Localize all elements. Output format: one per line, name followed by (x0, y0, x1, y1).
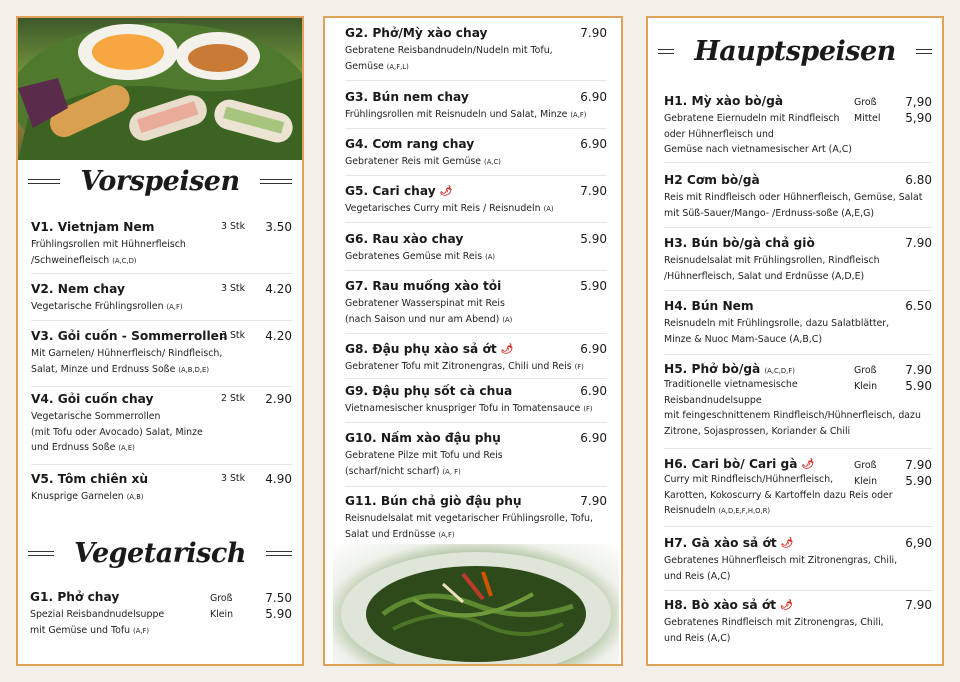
item-description: Gebratenes Gemüse mit Reis (A) (345, 251, 496, 262)
item-price: 5.90 (580, 232, 607, 246)
menu-item-h7 (664, 536, 932, 584)
separator (345, 422, 607, 423)
menu-item-g9 (345, 384, 607, 418)
item-name: H8. Bò xào sả ớt 🌶 (664, 598, 793, 612)
separator (664, 354, 932, 355)
menu-item-v4 (31, 392, 292, 457)
separator (664, 526, 932, 527)
item-description: Vietnamesischer knuspriger Tofu in Tomatensauce (F) (345, 403, 593, 414)
item-quantity: 3 Stk (221, 330, 246, 341)
item-name: G8. Đậu phụ xào sả ớt 🌶 (345, 342, 514, 356)
separator (345, 128, 607, 129)
item-name: G11. Bún chả giò đậu phụ (345, 494, 522, 508)
item-sizes: Groß Klein (854, 460, 878, 487)
item-description: Traditionelle vietnamesische Reisbandnudelsuppe mit feingeschnittenem Rindfleisch/Hühnerfleisch, dazu Zitrone, Sojasprossen, Koriander & Chili (664, 379, 921, 437)
item-price: 7.90 (580, 494, 607, 508)
menu-item-h3 (664, 236, 932, 284)
item-name: V1. Vietnjam Nem (31, 220, 155, 234)
item-price: 7.90 (580, 184, 607, 198)
item-quantity: 3 Stk (221, 283, 246, 294)
section-title: Vorspeisen (80, 166, 240, 197)
separator (664, 590, 932, 591)
item-description: Spezial Reisbandnudelsuppe mit Gemüse und Tofu (A,F) (30, 609, 165, 636)
menu-panel-vegetarisch (323, 16, 623, 666)
item-name: V3. Gỏi cuốn - Sommerrollen (31, 329, 228, 343)
item-sizes: Groß Mittel (854, 97, 881, 124)
separator (664, 290, 932, 291)
item-description: Gebratene Eiernudeln mit Rindfleisch oder Hühnerfleisch und Gemüse nach vietnamesischer Art (A,C) (664, 113, 852, 155)
item-price: 6.90 (580, 384, 607, 398)
separator (31, 464, 292, 465)
item-description: Reisnudeln mit Frühlingsrolle, dazu Salatblätter, Minze & Nuoc Mam-Sauce (A,B,C) (664, 318, 890, 345)
item-name: H7. Gà xào sả ớt 🌶 (664, 536, 794, 550)
menu-panel-vorspeisen (16, 16, 304, 666)
item-description: Reis mit Rindfleisch oder Hühnerfleisch, Gemüse, Salat mit Süß-Sauer/Mango- /Erdnuss-soße (A,E,G) (664, 192, 923, 219)
item-description: Gebratene Pilze mit Tofu und Reis (scharf/nicht scharf) (A, F) (345, 450, 503, 477)
separator (345, 270, 607, 271)
item-description: Vegetarisches Curry mit Reis / Reisnudeln (A) (345, 203, 554, 214)
allergen-tag: (A,F) (133, 626, 150, 635)
separator (31, 320, 292, 321)
item-price: 6.90 (580, 90, 607, 104)
item-price: 7.90 (905, 236, 932, 250)
separator (31, 386, 292, 387)
item-price: 4.20 (265, 282, 292, 296)
menu-item-g2 (345, 26, 607, 75)
allergen-tag: (A,E) (118, 444, 135, 452)
allergen-tag: (A,F,L) (386, 62, 409, 71)
item-name: H4. Bún Nem (664, 299, 754, 313)
item-description: Mit Garnelen/ Hühnerfleisch/ Rindfleisch, Salat, Minze und Erdnuss Soße (A,B,D,E) (31, 348, 223, 375)
menu-item-h1 (664, 94, 932, 158)
item-name: V4. Gỏi cuốn chay (31, 392, 154, 406)
separator (345, 378, 607, 379)
menu-item-h8 (664, 598, 932, 646)
allergen-tag: (F) (574, 363, 584, 371)
allergen-tag: (A,C,D) (112, 256, 137, 265)
menu-item-v3 (31, 329, 292, 378)
item-description: Reisnudelsalat mit vegetarischer Frühlingsrolle, Tofu, Salat und Erdnüsse (A,F) (345, 513, 593, 540)
item-name: G9. Đậu phụ sốt cà chua (345, 384, 513, 398)
separator (345, 333, 607, 334)
item-name: H6. Cari bò/ Cari gà 🌶 (664, 457, 815, 471)
item-description: Frühlingsrollen mit Hühnerfleisch /Schweinefleisch (A,C,D) (31, 239, 186, 266)
item-price: 2.90 (265, 392, 292, 406)
item-description: Gebratener Reis mit Gemüse (A,C) (345, 156, 501, 167)
item-price: 7.90 (580, 26, 607, 40)
allergen-tag: (A,C,D,F) (764, 367, 795, 375)
menu-item-v2 (31, 282, 292, 316)
allergen-tag: (A, F) (442, 467, 461, 476)
item-name: V2. Nem chay (31, 282, 125, 296)
item-description: Curry mit Rindfleisch/Hühnerfleisch, Karotten, Kokoscurry & Kartoffeln dazu Reis oder Reisnudeln (A,D,E,F,H,O,R) (664, 474, 893, 516)
separator (345, 80, 607, 81)
menu-item-g4 (345, 137, 607, 171)
item-description: Frühlingsrollen mit Reisnudeln und Salat, Minze (A,F) (345, 109, 587, 120)
separator (345, 175, 607, 176)
item-price: 6,90 (905, 536, 932, 550)
separator (31, 273, 292, 274)
menu-item-g3 (345, 90, 607, 124)
allergen-tag: (A,B,D,E) (178, 365, 209, 374)
item-name: V5. Tôm chiên xù (31, 472, 149, 486)
item-description: Vegetarische Frühlingsrollen (A,F) (31, 301, 183, 312)
item-description: Gebratener Tofu mit Zitronengras, Chili und Reis (F) (345, 361, 584, 372)
allergen-tag: (A) (543, 205, 554, 213)
item-name: G10. Nấm xào đậu phụ (345, 431, 501, 445)
chili-icon: 🌶 (801, 459, 815, 470)
item-name: H2 Cơm bò/gà (664, 173, 760, 187)
separator (664, 162, 932, 163)
water-spinach-photo (333, 544, 619, 664)
item-price: 3.50 (265, 220, 292, 234)
item-prices: 7,90 5,90 (905, 95, 932, 125)
separator (664, 227, 932, 228)
spring-rolls-photo (18, 18, 302, 160)
item-name: H1. Mỳ xào bò/gà (664, 94, 784, 108)
allergen-tag: (F) (583, 405, 593, 413)
item-prices: 7.90 5.90 (905, 458, 932, 488)
item-name: G4. Cơm rang chay (345, 137, 475, 151)
item-quantity: 3 Stk (221, 221, 246, 232)
menu-item-h2 (664, 173, 932, 221)
section-title: Vegetarisch (74, 538, 246, 569)
menu-item-g1 (30, 590, 292, 639)
item-price: 7.90 (905, 598, 932, 612)
allergen-tag: (A,F) (438, 530, 455, 539)
menu-item-h6 (664, 457, 932, 520)
item-name: G6. Rau xào chay (345, 232, 464, 246)
item-name: G3. Bún nem chay (345, 90, 469, 104)
item-description: Gebratene Reisbandnudeln/Nudeln mit Tofu, Gemüse (A,F,L) (345, 45, 553, 72)
item-price: 6.90 (580, 342, 607, 356)
menu-item-v5 (31, 472, 292, 506)
allergen-tag: (A,B) (126, 493, 144, 501)
item-quantity: 2 Stk (221, 393, 246, 404)
item-price: 6.50 (905, 299, 932, 313)
menu-item-v1 (31, 220, 292, 269)
item-description: Knusprige Garnelen (A,B) (31, 491, 144, 502)
item-price: 6.90 (580, 431, 607, 445)
vorspeisen-heading (18, 166, 302, 197)
allergen-tag: (A) (502, 315, 513, 324)
item-prices: 7.90 5.90 (905, 363, 932, 393)
menu-item-h5 (664, 362, 932, 439)
chili-icon: 🌶 (439, 186, 453, 197)
item-price: 5.90 (580, 279, 607, 293)
hauptspeisen-heading (648, 36, 942, 67)
item-description: Gebratenes Hühnerfleisch mit Zitronengras, Chili, und Reis (A,C) (664, 555, 898, 582)
menu-item-g6 (345, 232, 607, 266)
item-description: Reisnudelsalat mit Frühlingsrollen, Rindfleisch /Hühnerfleisch, Salat und Erdnüsse (A,D,E) (664, 255, 880, 282)
item-price: 4.20 (265, 329, 292, 343)
item-name: H5. Phở bò/gà (A,C,D,F) (664, 362, 795, 376)
allergen-tag: (A,C) (484, 158, 501, 166)
allergen-tag: (A) (485, 253, 496, 261)
item-name: G5. Cari chay 🌶 (345, 184, 453, 198)
chili-icon: 🌶 (780, 600, 793, 611)
item-price: 6.80 (905, 173, 932, 187)
separator (345, 486, 607, 487)
item-sizes: Groß Klein (854, 365, 878, 392)
item-quantity: 3 Stk (221, 473, 246, 484)
item-name: G7. Rau muống xào tỏi (345, 279, 502, 293)
allergen-tag: (A,F) (570, 111, 587, 119)
menu-item-g10 (345, 431, 607, 480)
allergen-tag: (A,D,E,F,H,O,R) (718, 507, 771, 515)
menu-item-g11 (345, 494, 607, 543)
item-sizes: Groß Klein (210, 593, 234, 620)
item-price: 6.90 (580, 137, 607, 151)
item-name: G2. Phở/Mỳ xào chay (345, 26, 488, 40)
item-name: G1. Phở chay (30, 590, 120, 604)
chili-icon: 🌶 (500, 344, 514, 355)
item-description: Vegetarische Sommerrollen (mit Tofu oder Avocado) Salat, Minze und Erdnuss Soße (A,E) (31, 411, 203, 453)
chili-icon: 🌶 (780, 538, 794, 549)
separator (664, 448, 932, 449)
allergen-tag: (A,F) (166, 303, 183, 311)
menu-item-g5 (345, 184, 607, 218)
menu-item-g8 (345, 342, 607, 376)
vegetarisch-heading (18, 538, 302, 569)
menu-item-g7 (345, 279, 607, 328)
section-title: Hauptspeisen (694, 36, 896, 67)
item-prices: 7.50 5.90 (265, 591, 292, 621)
separator (345, 222, 607, 223)
menu-panel-hauptspeisen (646, 16, 944, 666)
item-description: Gebratener Wasserspinat mit Reis (nach Saison und nur am Abend) (A) (345, 298, 513, 325)
item-price: 4.90 (265, 472, 292, 486)
item-name: H3. Bún bò/gà chả giò (664, 236, 815, 250)
item-description: Gebratenes Rindfleisch mit Zitronengras, Chili, und Reis (A,C) (664, 617, 884, 644)
menu-item-h4 (664, 299, 932, 347)
